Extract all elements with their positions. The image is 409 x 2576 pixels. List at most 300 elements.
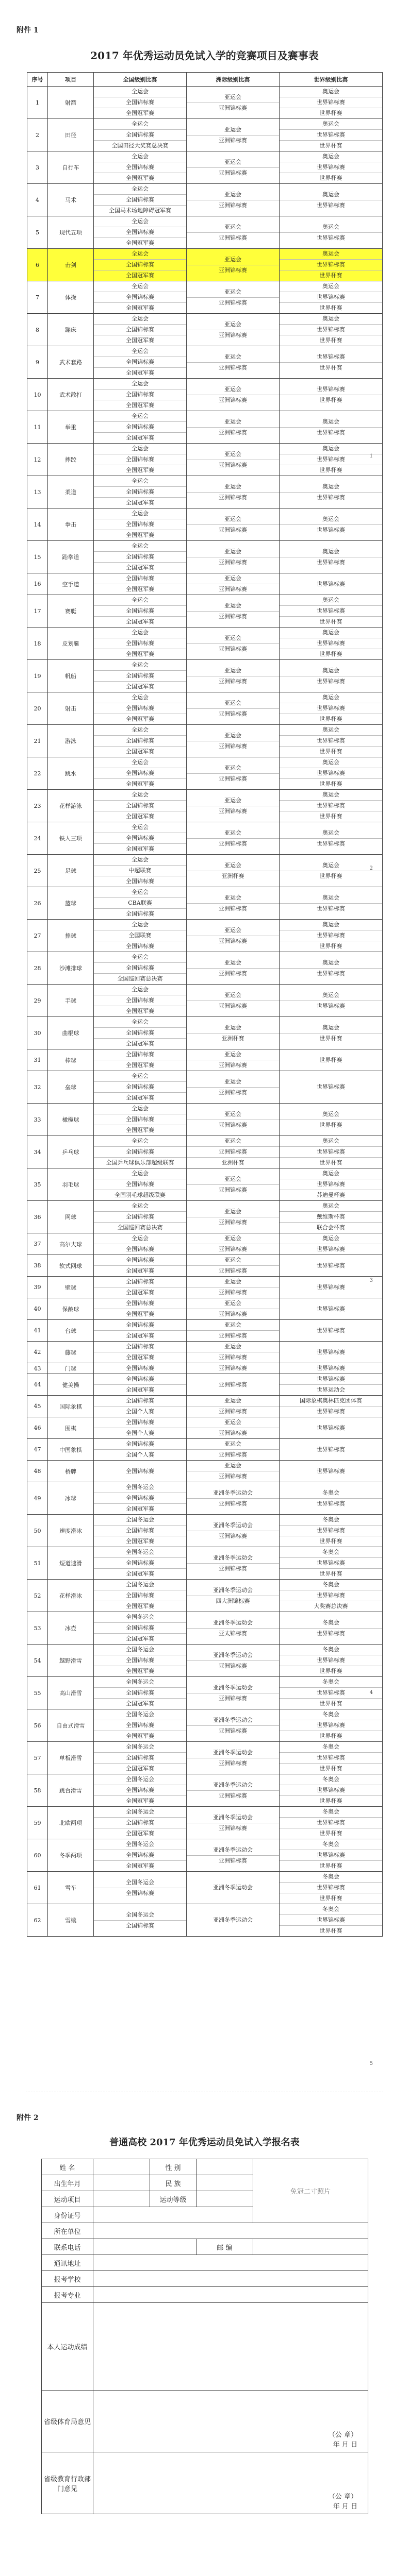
form-label-major: 报考专业 xyxy=(42,2287,93,2303)
event-item: 亚洲冬季运动会 xyxy=(187,1520,279,1531)
event-item: 全国锦标赛 xyxy=(94,1298,186,1309)
event-item: 全国羽毛球超级联赛 xyxy=(114,1192,166,1198)
world-events xyxy=(280,1374,383,1396)
row-number: 50 xyxy=(27,1515,48,1547)
event-item: 冬奥会 xyxy=(280,1709,382,1720)
asian-events xyxy=(187,1439,280,1461)
form-input-school[interactable] xyxy=(93,2271,368,2287)
row-number: 24 xyxy=(27,822,48,855)
asian-events xyxy=(187,855,280,887)
row-number: 11 xyxy=(27,411,48,444)
form-label-id: 身份证号 xyxy=(42,2207,93,2223)
event-item: 世界杯赛 xyxy=(319,1862,342,1869)
event-item: 世界杯赛 xyxy=(319,364,342,371)
sport-name: 射箭 xyxy=(48,87,94,119)
event-item: 世界杯赛 xyxy=(319,1159,342,1166)
event-item: 全运会 xyxy=(94,444,186,454)
asian-events xyxy=(187,1374,280,1396)
event-item: 奥运会 xyxy=(280,595,382,606)
event-item: 亚洲锦标赛 xyxy=(219,677,247,685)
asian-events xyxy=(187,790,280,822)
event-item: 亚洲冬季运动会 xyxy=(187,1585,279,1596)
world-events xyxy=(280,1136,383,1168)
row-number: 15 xyxy=(27,541,48,573)
event-item: 世界锦标赛 xyxy=(317,677,345,685)
table-row xyxy=(27,444,383,476)
sport-name: 中国象棋 xyxy=(48,1439,94,1461)
national-events xyxy=(94,1580,187,1612)
event-item: 全国冬运会 xyxy=(94,1677,186,1688)
national-events xyxy=(94,509,187,541)
form-input-education-dept[interactable] xyxy=(93,2452,368,2514)
event-item: 奥运会 xyxy=(280,757,382,768)
event-item: 亚洲杯赛 xyxy=(221,1159,244,1166)
form-input-zip[interactable] xyxy=(253,2239,368,2255)
world-events xyxy=(280,952,383,985)
event-item: 亚运会 xyxy=(187,319,279,330)
annex1-title: 2017 年优秀运动员免试入学的竞赛项目及赛事表 xyxy=(90,49,319,62)
sport-name: 软式网球 xyxy=(48,1255,94,1277)
event-item: 亚运会 xyxy=(187,573,279,584)
world-events xyxy=(280,379,383,411)
table-row xyxy=(27,87,383,119)
event-item: 世界锦标赛 xyxy=(317,580,345,587)
event-item: 亚洲冬季运动会 xyxy=(187,1748,279,1758)
event-item: 全运会 xyxy=(94,509,186,519)
event-item: 亚运会 xyxy=(187,1174,279,1185)
event-item: 全国锦标赛 xyxy=(94,1179,186,1190)
event-item: 全国冠军赛 xyxy=(126,499,154,506)
asian-events xyxy=(187,281,280,314)
world-events xyxy=(280,476,383,509)
event-item: 亚洲冬季运动会 xyxy=(213,1884,253,1891)
event-item: 奥运会 xyxy=(280,725,382,736)
event-item: 全国冠军赛 xyxy=(126,1668,154,1674)
event-item: 世界杯赛 xyxy=(319,1927,342,1934)
event-item: 世界杯赛 xyxy=(319,618,342,625)
event-item: 亚洲锦标赛 xyxy=(219,1759,247,1767)
sport-name: 健美操 xyxy=(48,1374,94,1396)
event-item: 奥运会 xyxy=(280,314,382,325)
event-item: 全国锦标赛 xyxy=(94,736,186,747)
table-row xyxy=(27,1709,383,1742)
event-item: 全国锦标赛 xyxy=(126,1922,154,1929)
event-item: 全国个人赛 xyxy=(126,1451,154,1458)
event-item: 全国冠军赛 xyxy=(126,716,154,722)
world-events xyxy=(280,985,383,1017)
event-item: 世界锦标赛 xyxy=(317,1283,345,1291)
asian-events xyxy=(187,822,280,855)
event-item: 奥运会 xyxy=(280,1201,382,1212)
event-item: 全运会 xyxy=(94,411,186,422)
event-item: 全国锦标赛 xyxy=(94,519,186,530)
asian-events xyxy=(187,1482,280,1515)
sport-name: 门球 xyxy=(48,1363,94,1374)
event-item: 全国锦标赛 xyxy=(94,638,186,649)
asian-events xyxy=(187,1320,280,1342)
event-item: 全国冬运会 xyxy=(94,1774,186,1785)
event-item: 冬奥会 xyxy=(280,1807,382,1818)
event-item: 世界锦标赛 xyxy=(280,1179,382,1190)
form-input-level[interactable] xyxy=(197,2191,253,2207)
event-item: 全国锦标赛 xyxy=(94,422,186,433)
event-item: 全国锦标赛 xyxy=(94,162,186,173)
sport-name: 橄榄球 xyxy=(48,1104,94,1136)
national-events xyxy=(94,1298,187,1320)
event-item: 亚运会 xyxy=(187,893,279,904)
form-label-gender: 性 别 xyxy=(150,2159,197,2175)
event-item: 世界运动会 xyxy=(317,1386,345,1393)
asian-events xyxy=(187,1461,280,1482)
event-item: 世界锦标赛 xyxy=(280,162,382,173)
sport-name: 冰球 xyxy=(48,1482,94,1515)
row-number: 48 xyxy=(27,1461,48,1482)
national-events xyxy=(94,184,187,216)
page-number: 5 xyxy=(369,2061,373,2066)
event-item: 世界锦标赛 xyxy=(280,325,382,335)
world-events xyxy=(280,628,383,660)
event-item: 全运会 xyxy=(94,660,186,671)
event-item: 全国锦标赛 xyxy=(94,1049,186,1060)
event-item: 全国锦标赛 xyxy=(94,1818,186,1828)
table-row xyxy=(27,1612,383,1645)
event-item: 全运会 xyxy=(94,1017,186,1028)
asian-events xyxy=(187,119,280,151)
event-item: 全国锦标赛 xyxy=(94,1439,186,1450)
event-item: 全国冠军赛 xyxy=(126,845,154,852)
table-row xyxy=(27,1807,383,1839)
national-events xyxy=(94,1461,187,1482)
event-item: 奥运会 xyxy=(280,1023,382,1033)
row-number: 57 xyxy=(27,1742,48,1774)
national-events xyxy=(94,249,187,281)
national-events xyxy=(94,314,187,346)
sport-name: 桥牌 xyxy=(48,1461,94,1482)
event-item: 世界锦标赛 xyxy=(317,494,345,501)
form-input-sport[interactable] xyxy=(93,2191,150,2207)
event-item: 奥运会 xyxy=(280,666,382,676)
event-item: 全运会 xyxy=(94,1104,186,1114)
row-number: 59 xyxy=(27,1807,48,1839)
row-number: 13 xyxy=(27,476,48,509)
asian-events xyxy=(187,346,280,379)
form-input-id[interactable] xyxy=(93,2207,253,2223)
event-item: 全国锦标赛 xyxy=(94,573,186,584)
form-input-birth[interactable] xyxy=(93,2175,150,2191)
event-item: 全国巡回赛总决赛 xyxy=(117,975,163,982)
world-events xyxy=(280,887,383,920)
event-item: 亚洲锦标赛 xyxy=(187,1147,279,1158)
row-number: 34 xyxy=(27,1136,48,1168)
page-number: 1 xyxy=(369,453,373,459)
asian-events xyxy=(187,660,280,692)
event-item: 全国冠军赛 xyxy=(126,1094,154,1101)
event-item: 奥运会 xyxy=(280,893,382,904)
event-item: 亚洲锦标赛 xyxy=(219,1430,247,1436)
event-item: 世界杯赛 xyxy=(319,1733,342,1739)
event-item: 全国冠军赛 xyxy=(126,1289,154,1296)
table-row xyxy=(27,1645,383,1677)
event-item: 全国锦标赛 xyxy=(94,671,186,682)
event-item: 亚运会 xyxy=(187,1109,279,1120)
event-item: 亚洲锦标赛 xyxy=(219,1365,247,1371)
national-events xyxy=(94,920,187,952)
event-item: 全国冬运会 xyxy=(94,1839,186,1850)
event-item: 亚运会 xyxy=(187,1049,279,1060)
sport-name: 手球 xyxy=(48,985,94,1017)
event-item: 全运会 xyxy=(94,985,186,995)
event-item: 世界锦标赛 xyxy=(280,1883,382,1893)
event-item: 全国锦标赛 xyxy=(126,1889,154,1896)
event-item: 全国锦标赛 xyxy=(94,389,186,400)
date-text-1: 年 月 日 xyxy=(333,2441,357,2449)
event-item: 亚洲冬季运动会 xyxy=(187,1683,279,1693)
asian-events xyxy=(187,1547,280,1580)
event-item: 世界锦标赛 xyxy=(280,1526,382,1536)
asian-events xyxy=(187,379,280,411)
event-item: 世界杯赛 xyxy=(319,872,342,879)
event-item: 奥运会 xyxy=(280,860,382,871)
event-item: 世界杯赛 xyxy=(319,175,342,181)
event-item: 全国锦标赛 xyxy=(94,1082,186,1093)
form-input-major[interactable] xyxy=(93,2287,368,2303)
event-item: 世界锦标赛 xyxy=(280,930,382,941)
event-item: 全运会 xyxy=(94,346,186,357)
table-row xyxy=(27,1839,383,1872)
page-number: 2 xyxy=(369,866,373,871)
event-item: 世界杯赛 xyxy=(319,1121,342,1128)
asian-events xyxy=(187,444,280,476)
event-item: 亚洲锦标赛 xyxy=(219,299,247,306)
event-item: 全运会 xyxy=(94,1201,186,1212)
event-item: 全国锦标赛 xyxy=(94,292,186,303)
event-item: 全运会 xyxy=(94,1071,186,1082)
row-number: 62 xyxy=(27,1904,48,1937)
sport-name: 击剑 xyxy=(48,249,94,281)
sport-name: 围棋 xyxy=(48,1417,94,1439)
table-row xyxy=(27,119,383,151)
event-item: 全运会 xyxy=(94,855,186,866)
asian-events xyxy=(187,1017,280,1049)
annex2-page xyxy=(0,2092,409,2576)
event-item: 全国锦标赛 xyxy=(94,97,186,108)
table-row xyxy=(27,1298,383,1320)
event-item: 亚洲锦标赛 xyxy=(219,710,247,717)
event-item: 全运会 xyxy=(94,379,186,389)
sport-name: 赛艇 xyxy=(48,595,94,628)
event-item: 世界锦标赛 xyxy=(317,1002,345,1009)
national-events xyxy=(94,151,187,184)
form-input-sports-bureau[interactable] xyxy=(93,2391,368,2452)
national-events xyxy=(94,1363,187,1374)
event-item: 世界锦标赛 xyxy=(317,1246,345,1252)
event-item: 全运会 xyxy=(94,476,186,487)
form-label-level: 运动等级 xyxy=(150,2191,197,2207)
event-item: 亚运会 xyxy=(187,482,279,493)
event-item: 全国冬运会 xyxy=(94,1910,186,1921)
event-item: 世界锦标赛 xyxy=(317,1262,345,1269)
event-item: 亚洲冬季运动会 xyxy=(187,1488,279,1499)
event-item: 全国锦标赛 xyxy=(94,995,186,1006)
sport-name: 网球 xyxy=(48,1201,94,1233)
table-row xyxy=(27,1071,383,1104)
event-item: 奥运会 xyxy=(280,1168,382,1179)
table-row xyxy=(27,573,383,595)
event-item: 世界锦标赛 xyxy=(280,638,382,649)
event-item: 全国冠军赛 xyxy=(126,402,154,409)
sport-name: 现代五项 xyxy=(48,216,94,249)
table-row xyxy=(27,1872,383,1904)
event-item: 亚洲锦标赛 xyxy=(219,331,247,338)
event-item: 全国冠军赛 xyxy=(126,1127,154,1133)
world-events xyxy=(280,509,383,541)
event-item: 亚洲锦标赛 xyxy=(219,1694,247,1702)
national-events xyxy=(94,1168,187,1201)
event-item: 亚洲杯赛 xyxy=(221,872,244,879)
event-item: 世界锦标赛 xyxy=(317,1467,345,1475)
asian-events xyxy=(187,1612,280,1645)
event-item: 全运会 xyxy=(94,887,186,898)
national-events xyxy=(94,1233,187,1255)
national-events xyxy=(94,1439,187,1461)
form-input-results[interactable] xyxy=(93,2303,368,2391)
event-item: 亚运会 xyxy=(187,1417,279,1428)
asian-events xyxy=(187,1168,280,1201)
sport-name: 曲棍球 xyxy=(48,1017,94,1049)
sport-name: 体操 xyxy=(48,281,94,314)
photo-box: 免冠二寸照片 xyxy=(253,2159,368,2223)
event-item: 全国锦标赛 xyxy=(94,963,186,974)
event-item: 奥运会 xyxy=(280,790,382,801)
national-events xyxy=(94,1049,187,1071)
event-item: 全国冠军赛 xyxy=(126,240,154,246)
event-item: 全国锦标赛 xyxy=(94,1526,186,1536)
form-input-phone[interactable] xyxy=(93,2239,197,2255)
event-item: 世界杯赛 xyxy=(319,1895,342,1902)
world-events xyxy=(280,1482,383,1515)
table-row xyxy=(27,346,383,379)
sport-name: 游泳 xyxy=(48,725,94,757)
row-number: 35 xyxy=(27,1168,48,1201)
event-item: 冬奥会 xyxy=(280,1645,382,1655)
table-row xyxy=(27,1374,383,1396)
sport-name: 足球 xyxy=(48,855,94,887)
world-events xyxy=(280,1201,383,1233)
event-item: 亚洲冬季运动会 xyxy=(187,1845,279,1856)
event-item: 世界锦标赛 xyxy=(280,384,382,395)
event-item: 亚运会 xyxy=(187,514,279,525)
event-item: 奥运会 xyxy=(280,828,382,839)
asian-events xyxy=(187,1104,280,1136)
form-input-address[interactable] xyxy=(93,2255,368,2271)
form-input-gender[interactable] xyxy=(197,2159,253,2175)
header-national: 全国级别比赛 xyxy=(94,73,187,87)
event-item: 世界杯赛 xyxy=(319,1700,342,1707)
sport-name: 武术套路 xyxy=(48,346,94,379)
row-number: 38 xyxy=(27,1255,48,1277)
form-input-name[interactable] xyxy=(93,2159,150,2175)
table-row xyxy=(27,476,383,509)
event-item: 全国冠军赛 xyxy=(126,1570,154,1577)
world-events xyxy=(280,660,383,692)
form-input-ethnicity[interactable] xyxy=(197,2175,253,2191)
asian-events xyxy=(187,1742,280,1774)
event-item: 全运会 xyxy=(94,314,186,325)
event-item: 全运会 xyxy=(94,541,186,552)
asian-events xyxy=(187,87,280,119)
event-item: 奥运会 xyxy=(280,190,382,200)
world-events xyxy=(280,1277,383,1298)
event-item: 全国冠军赛 xyxy=(126,1062,154,1069)
national-events xyxy=(94,216,187,249)
table-row xyxy=(27,1233,383,1255)
event-item: 亚洲锦标赛 xyxy=(219,1186,247,1193)
event-item: 全运会 xyxy=(94,87,186,97)
event-item: 全国冠军赛 xyxy=(126,1700,154,1707)
event-item: 世界锦标赛 xyxy=(317,1500,345,1507)
event-item: 国际象棋奥林匹克团体赛 xyxy=(280,1396,382,1406)
event-item: 亚运会 xyxy=(187,417,279,428)
asian-events xyxy=(187,1277,280,1298)
table-row xyxy=(27,1255,383,1277)
event-item: 亚运会 xyxy=(187,1461,279,1471)
world-events xyxy=(280,1298,383,1320)
event-item: 奥运会 xyxy=(280,628,382,638)
event-item: 全运会 xyxy=(94,725,186,736)
form-label-phone: 联系电话 xyxy=(42,2239,93,2255)
event-item: 亚洲锦标赛 xyxy=(219,1532,247,1539)
event-item: 全国锦标赛 xyxy=(94,1493,186,1504)
event-item: 全国冠军赛 xyxy=(126,337,154,344)
row-number: 29 xyxy=(27,985,48,1017)
event-item: 全国冠军赛 xyxy=(126,1635,154,1642)
sport-name: 帆船 xyxy=(48,660,94,692)
table-row xyxy=(27,628,383,660)
event-item: 全国锦标赛 xyxy=(126,1246,154,1252)
event-item: 亚洲锦标赛 xyxy=(219,645,247,652)
event-item: 全国个人赛 xyxy=(126,1408,154,1415)
sport-name: 篮球 xyxy=(48,887,94,920)
event-item: 亚洲锦标赛 xyxy=(219,1451,247,1458)
event-item: 奥运会 xyxy=(280,87,382,97)
world-events xyxy=(280,1807,383,1839)
event-item: 亚洲冬季运动会 xyxy=(187,1812,279,1823)
national-events xyxy=(94,444,187,476)
world-events xyxy=(280,595,383,628)
event-item: 全国联赛 xyxy=(94,930,186,941)
table-row xyxy=(27,855,383,887)
event-item: 世界杯赛 xyxy=(319,716,342,722)
world-events xyxy=(280,1872,383,1904)
asian-events xyxy=(187,1645,280,1677)
row-number: 56 xyxy=(27,1709,48,1742)
event-item: 全国冠军赛 xyxy=(126,1311,154,1317)
row-number: 2 xyxy=(27,119,48,151)
world-events xyxy=(280,216,383,249)
national-events xyxy=(94,573,187,595)
event-item: CBA联赛 xyxy=(94,898,186,909)
asian-events xyxy=(187,216,280,249)
row-number: 9 xyxy=(27,346,48,379)
event-item: 亚洲锦标赛 xyxy=(219,1727,247,1734)
event-item: 全国冠军赛 xyxy=(126,813,154,820)
event-item: 亚洲锦标赛 xyxy=(219,558,247,566)
sport-name: 高尔夫球 xyxy=(48,1233,94,1255)
event-item: 世界锦标赛 xyxy=(280,801,382,811)
form-input-unit[interactable] xyxy=(93,2223,368,2239)
table-row xyxy=(27,379,383,411)
event-item: 全国冠军赛 xyxy=(126,1862,154,1869)
